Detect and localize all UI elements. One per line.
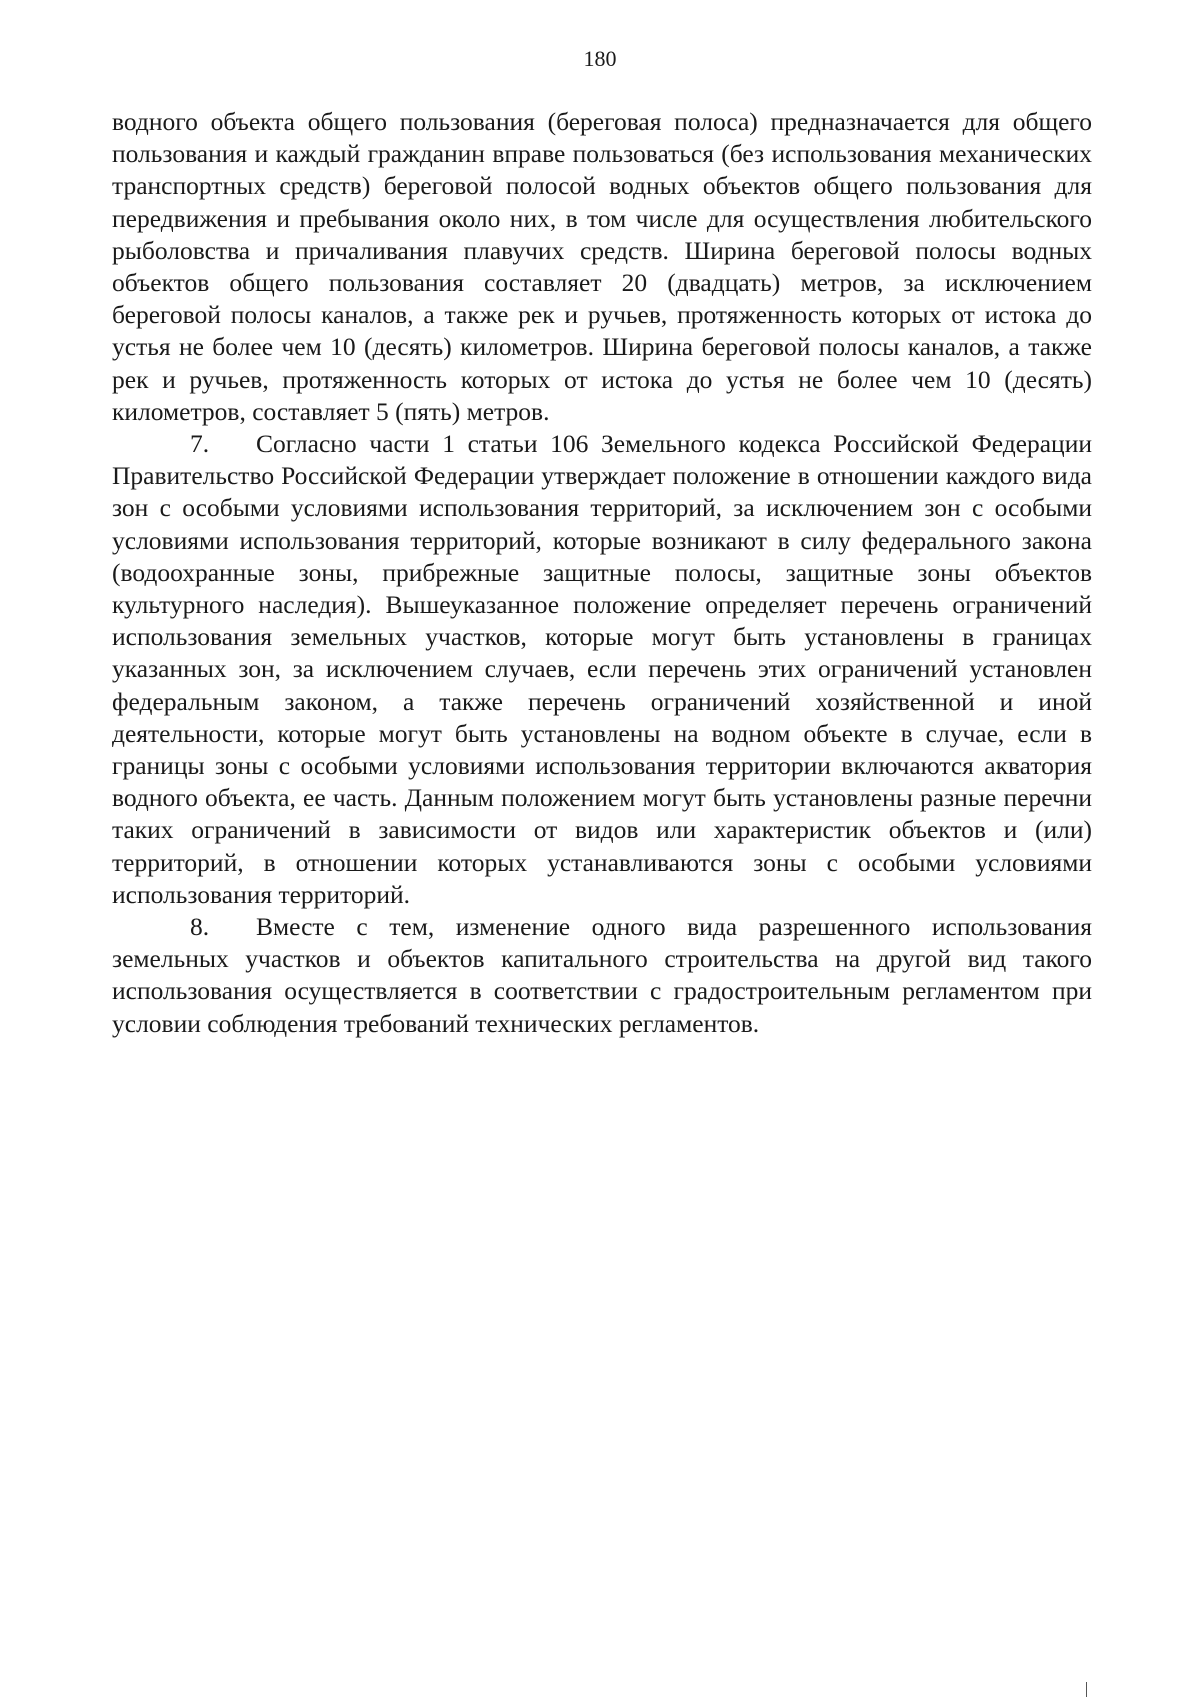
paragraph-text: Согласно части 1 статьи 106 Земельного кодекса Российской Федерации Правительство Российской Федерации утверждает положение в отношении каждого вида зон с особыми условиями использования территорий, за исключением зон с особыми условиями использования территорий, которые возникают в силу федерального закона (водоохранные зоны, прибрежные защитные полосы, защитные зоны объектов культурного наследия). Вышеуказанное положение определяет перечень ограничений использования земельных участков, которые могут быть установлены в границах указанных зон, за исключением случаев, если перечень этих ограничений установлен федеральным законом, а также перечень ограничений хозяйственной и иной деятельности, которые могут быть установлены на водном объекте в случае, если в границы зоны с особыми условиями использования территории включаются акватория водного объекта, ее часть. Данным положением могут быть установлены разные перечни таких ограничений в зависимости от видов или характеристик объектов и (или) территорий, в отношении которых устанавливаются зоны с особыми условиями использования территорий. <box>112 429 1092 909</box>
paragraph-number: 7. <box>190 429 210 459</box>
paragraph-text: водного объекта общего пользования (береговая полоса) предназначается для общего пользования и каждый гражданин вправе пользоваться (без использования механических транспортных средств) береговой полосой водных объектов общего пользования для передвижения и пребывания около них, в том числе для осуществления любительского рыболовства и причаливания плавучих средств. Ширина береговой полосы водных объектов общего пользования составляет 20 (двадцать) метров, за исключением береговой полосы каналов, а также рек и ручьев, протяженность которых от истока до устья не более чем 10 (десять) километров. Ширина береговой полосы каналов, а также рек и ручьев, протяженность которых от истока до устья не более чем 10 (десять) километров, составляет 5 (пять) метров. <box>112 107 1092 426</box>
page-number: 180 <box>583 46 617 71</box>
paragraph-continuation <box>112 106 1092 428</box>
paragraph-text: Вместе с тем, изменение одного вида разрешенного использования земельных участков и объектов капитального строительства на другой вид такого использования осуществляется в соответствии с градостроительным регламентом при условии соблюдения требований технических регламентов. <box>112 912 1092 1038</box>
paragraph-7 <box>112 428 1092 911</box>
scan-artifact-mark <box>1086 1682 1087 1697</box>
paragraph-8 <box>112 911 1092 1040</box>
paragraph-number: 8. <box>190 912 210 942</box>
document-body <box>112 106 1092 1040</box>
